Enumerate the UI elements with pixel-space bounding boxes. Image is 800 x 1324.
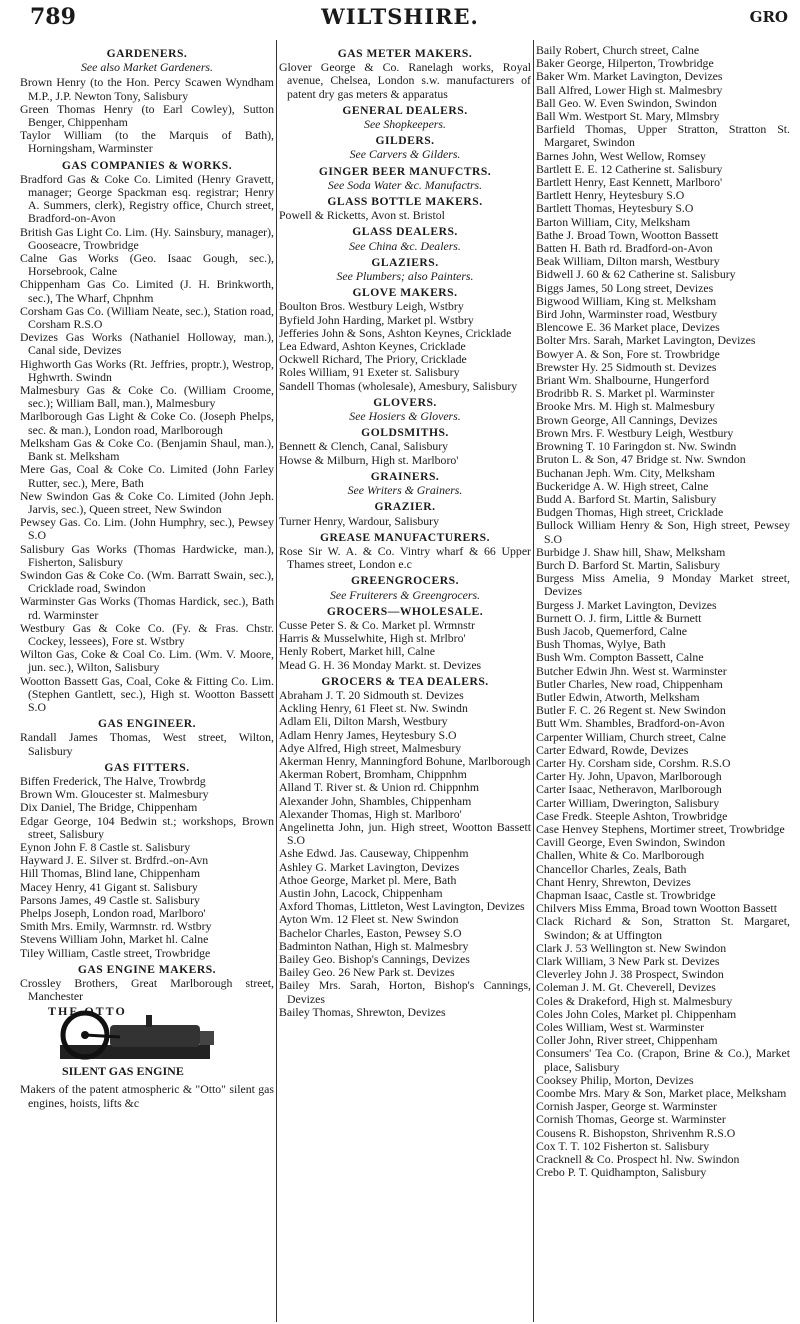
directory-entry: Baily Robert, Church street, Calne — [536, 44, 700, 57]
section-heading: GRAZIER. — [374, 500, 436, 514]
directory-entry: Batten H. Bath rd. Bradford-on-Avon — [536, 241, 713, 256]
directory-entry: Chancellor Charles, Zeals, Bath — [536, 861, 687, 876]
directory-entry: Burch D. Barford St. Martin, Salisbury — [536, 557, 721, 572]
directory-entry: Badminton Nathan, High st. Malmesbry — [279, 938, 469, 953]
directory-entry: Bartlett Thomas, Heytesbury S.O — [536, 201, 694, 216]
directory-entry: Butler F. C. 26 Regent st. New Swindon — [536, 703, 726, 718]
directory-entry: Bush Wm. Compton Bassett, Calne — [536, 650, 704, 665]
directory-entry: Swindon Gas & Coke Co. (Wm. Barratt Swain, sec.), Cricklade road, Swindon — [20, 567, 274, 596]
directory-entry: Hill Thomas, Blind lane, Chippenham — [20, 866, 200, 881]
directory-entry: Butcher Edwin Jhn. West st. Warminster — [536, 663, 727, 678]
cross-reference: See Soda Water &c. Manufactrs. — [327, 177, 483, 192]
directory-entry: Austin John, Lacock, Chippenham — [279, 885, 443, 900]
directory-entry: Barfield Thomas, Upper Stratton, Stratton St. Margaret, Swindon — [536, 122, 790, 150]
directory-entry: Clack Richard & Son, Stratton St. Margaret, Swindon; & at Uffington — [536, 914, 790, 942]
directory-entry: Bolter Mrs. Sarah, Market Lavington, Devizes — [536, 333, 756, 348]
directory-entry: Mere Gas, Coal & Coke Co. Limited (John Farley Rutter, sec.), Mere, Bath — [20, 462, 274, 490]
section-heading: GREASE MANUFACTURERS. — [319, 530, 491, 544]
cross-reference: See Hosiers & Glovers. — [349, 409, 461, 424]
directory-entry: Baker Wm. Market Lavington, Devizes — [536, 69, 723, 84]
directory-entry: Bullock William Henry & Son, High street, Pewsey S.O — [536, 518, 790, 546]
directory-entry: Jefferies John & Sons, Ashton Keynes, Cricklade — [279, 325, 512, 340]
directory-entry: Coleman J. M. Gt. Cheverell, Devizes — [536, 980, 716, 995]
directory-entry: Crossley Brothers, Great Marlborough street, Manchester — [20, 976, 274, 1004]
section-heading: GLOVERS. — [373, 395, 437, 409]
directory-entry: Cousens R. Bishopston, Shrivenhm R.S.O — [536, 1125, 736, 1140]
directory-entry: Coombe Mrs. Mary & Son, Market place, Melksham — [536, 1086, 787, 1101]
directory-entry: Stevens William John, Market hl. Calne — [20, 932, 209, 947]
directory-entry: Beak William, Dilton marsh, Westbury — [536, 254, 720, 269]
directory-entry: Akerman Henry, Manningford Bohune, Marlborough — [279, 753, 531, 768]
directory-entry: Wootton Bassett Gas, Coal, Coke & Fitting Co. Lim. (Stephen Gantlett, sec.), High st. Wootton Bassett S.O — [20, 673, 274, 714]
directory-entry: Chant Henry, Shrewton, Devizes — [536, 874, 691, 889]
section-heading: GREENGROCERS. — [351, 574, 459, 588]
column-rule — [276, 40, 277, 1322]
directory-entry: Clark William, 3 New Park st. Devizes — [536, 954, 720, 969]
directory-entry: Brown George, All Cannings, Devizes — [536, 412, 718, 427]
directory-entry: Edgar George, 104 Bedwin st.; workshops, Brown street, Salisbury — [20, 813, 274, 841]
directory-entry: Carter Hy. Corsham side, Corshm. R.S.O — [536, 755, 731, 770]
directory-entry: Bidwell J. 60 & 62 Catherine st. Salisbury — [536, 267, 736, 282]
cross-reference: See Writers & Grainers. — [347, 483, 463, 498]
directory-entry: Roles William, 91 Exeter st. Salisbury — [279, 365, 460, 380]
section-heading: GLOVE MAKERS. — [352, 286, 458, 300]
directory-entry: Cusse Peter S. & Co. Market pl. Wrmnstr — [279, 617, 475, 632]
directory-entry: Brooke Mrs. M. High st. Malmesbury — [536, 399, 715, 414]
directory-entry: Salisbury Gas Works (Thomas Hardwicke, man.), Fisherton, Salisbury — [20, 541, 274, 569]
section-heading: GROCERS—WHOLESALE. — [326, 604, 484, 618]
directory-entry: Alexander John, Shambles, Chippenham — [279, 793, 472, 808]
otto-engine-illustration — [20, 1005, 274, 1081]
directory-entry: Macey Henry, 41 Gigant st. Salisbury — [20, 879, 198, 894]
section-heading: GAS FITTERS. — [104, 760, 190, 774]
directory-entry: Dix Daniel, The Bridge, Chippenham — [20, 800, 198, 815]
directory-entry: New Swindon Gas & Coke Co. Limited (John Jeph. Jarvis, sec.), Queen street, New Swindon — [20, 488, 274, 516]
directory-entry: Glover George & Co. Ranelagh works, Royal avenue, Chelsea, London s.w. manufacturers of patent dry gas meters & apparatus — [279, 60, 531, 101]
directory-entry: Carpenter William, Church street, Calne — [536, 729, 726, 744]
directory-entry: Ball Geo. W. Even Swindon, Swindon — [536, 95, 717, 110]
directory-entry: Westbury Gas & Coke Co. (Fy. & Fras. Chstr. Cockey, lessees), Fore st. Wstbry — [20, 620, 274, 648]
page-title: WILTSHIRE. — [321, 4, 479, 29]
directory-entry: Bush Jacob, Quemerford, Calne — [536, 623, 688, 638]
directory-entry: Abraham J. T. 20 Sidmouth st. Devizes — [279, 687, 464, 702]
cross-reference: See Plumbers; also Painters. — [336, 269, 474, 284]
section-heading: GRAINERS. — [370, 469, 440, 483]
directory-entry: Ashe Edwd. Jas. Causeway, Chippenhm — [279, 846, 469, 861]
section-heading: GOLDSMITHS. — [361, 426, 449, 440]
section-heading: GINGER BEER MANUFCTRS. — [318, 164, 492, 178]
directory-entry: Bigwood William, King st. Melksham — [536, 293, 717, 308]
directory-entry: Alexander Thomas, High st. Marlboro' — [279, 806, 462, 821]
directory-entry: Coller John, River street, Chippenham — [536, 1033, 718, 1048]
directory-entry: Phelps Joseph, London road, Marlboro' — [20, 906, 206, 920]
directory-entry: Carter William, Dwerington, Salisbury — [536, 795, 720, 810]
section-heading: GAS ENGINE MAKERS. — [77, 962, 217, 976]
directory-entry: Carter Edward, Rowde, Devizes — [536, 742, 689, 757]
directory-entry: Bathe J. Broad Town, Wootton Bassett — [536, 227, 719, 242]
cross-reference: See Carvers & Gilders. — [349, 147, 461, 162]
directory-entry: Adlam Henry James, Heytesbury S.O — [279, 727, 457, 742]
gas-engine-icon — [50, 1005, 230, 1067]
directory-entry: Ball Wm. Westport St. Mary, Mlmsbry — [536, 109, 720, 124]
directory-entry: Burgess J. Market Lavington, Devizes — [536, 597, 717, 612]
directory-entry: Ockwell Richard, The Priory, Cricklade — [279, 352, 467, 367]
directory-entry: Athoe George, Market pl. Mere, Bath — [279, 872, 457, 887]
directory-entry: Budd A. Barford St. Martin, Salisbury — [536, 491, 717, 506]
directory-entry: Rose Sir W. A. & Co. Vintry wharf & 66 Upper Thames street, London e.c — [279, 543, 531, 572]
directory-entry: Carter Hy. John, Upavon, Marlborough — [536, 769, 722, 784]
directory-entry: Butler Edwin, Atworth, Melksham — [536, 689, 700, 704]
section-heading: GLASS DEALERS. — [352, 225, 458, 239]
directory-entry: Tiley William, Castle street, Trowbridge — [20, 945, 211, 960]
directory-entry: Smith Mrs. Emily, Warmnstr. rd. Wstbry — [20, 919, 212, 934]
directory-entry: Buckeridge A. W. High street, Calne — [536, 478, 709, 493]
directory-entry: Warminster Gas Works (Thomas Hardick, sec.), Bath rd. Warminster — [20, 594, 274, 622]
directory-entry: Brewster Hy. 25 Sidmouth st. Devizes — [536, 359, 717, 374]
directory-entry: Bowyer A. & Son, Fore st. Trowbridge — [536, 346, 720, 361]
directory-entry: Devizes Gas Works (Nathaniel Holloway, man.), Canal side, Devizes — [20, 330, 274, 358]
directory-entry: Marlborough Gas Light & Coke Co. (Joseph Phelps, sec. & man.), London road, Marlborough — [20, 409, 274, 437]
directory-entry: Parsons James, 49 Castle st. Salisbury — [20, 892, 200, 907]
directory-entry: Cooksey Philip, Morton, Devizes — [536, 1072, 694, 1087]
page-number: 789 — [30, 4, 76, 30]
directory-entry: Akerman Robert, Bromham, Chippnhm — [279, 767, 467, 782]
directory-entry: Melksham Gas & Coke Co. (Benjamin Shaul, man.), Bank st. Melksham — [20, 435, 274, 464]
directory-entry: Eynon John F. 8 Castle st. Salisbury — [20, 839, 191, 854]
section-heading: GAS COMPANIES & WORKS. — [61, 158, 233, 172]
section-heading: GENERAL DEALERS. — [342, 103, 468, 117]
directory-entry: Chippenham Gas Co. Limited (J. H. Brinkworth, sec.), The Wharf, Chpnhm — [20, 277, 274, 305]
directory-entry: Biggs James, 50 Long street, Devizes — [536, 280, 714, 295]
directory-entry: Chapman Isaac, Castle st. Trowbridge — [536, 888, 716, 902]
directory-entry: Calne Gas Works (Geo. Isaac Gough, sec.), Horsebrook, Calne — [20, 251, 274, 279]
directory-entry: Barnes John, West Wellow, Romsey — [536, 148, 706, 163]
directory-entry: Coles William, West st. Warminster — [536, 1020, 705, 1035]
directory-entry: Case Fredk. Steeple Ashton, Trowbridge — [536, 808, 728, 823]
directory-entry: Bailey Mrs. Sarah, Horton, Bishop's Cannings, Devizes — [279, 978, 531, 1006]
directory-entry: Burbidge J. Shaw hill, Shaw, Melksham — [536, 544, 726, 559]
directory-entry: Wilton Gas, Coke & Coal Co. Lim. (Wm. V. Moore, jun. sec.), Wilton, Salisbury — [20, 647, 274, 675]
section-heading: GAS ENGINEER. — [98, 717, 196, 731]
directory-entry: Bruton L. & Son, 47 Bridge st. Nw. Swndon — [536, 452, 746, 467]
directory-entry: Green Thomas Henry (to Earl Cowley), Sutton Benger, Chippenham — [20, 101, 274, 130]
page-header — [0, 0, 800, 30]
directory-entry: Malmesbury Gas & Coke Co. (William Croome, sec.); William Ball, man.), Malmesbury — [20, 383, 274, 411]
directory-entry: Taylor William (to the Marquis of Bath), Horningsham, Warminster — [20, 128, 274, 156]
directory-entry: Turner Henry, Wardour, Salisbury — [279, 513, 440, 528]
directory-entry: Consumers' Tea Co. (Crapon, Brine & Co.), Market place, Salisbury — [536, 1046, 790, 1074]
section-heading: GILDERS. — [375, 134, 435, 148]
directory-entry: Axford Thomas, Littleton, West Lavington, Devizes — [279, 899, 525, 914]
directory-entry: Bush Thomas, Wylye, Bath — [536, 637, 666, 652]
section-heading: GLASS BOTTLE MAKERS. — [327, 195, 483, 209]
directory-entry: Bartlett E. E. 12 Catherine st. Salisbury — [536, 161, 723, 176]
directory-entry: Cornish Thomas, George st. Warminster — [536, 1112, 726, 1127]
directory-entry: Cleverley John J. 38 Prospect, Swindon — [536, 967, 724, 982]
directory-entry: British Gas Light Co. Lim. (Hy. Sainsbury, manager), Gooseacre, Trowbridge — [20, 224, 274, 252]
column-3 — [536, 44, 790, 1179]
directory-entry: Adlam Eli, Dilton Marsh, Westbury — [279, 714, 448, 729]
directory-entry: Butt Wm. Shambles, Bradford-on-Avon — [536, 716, 725, 731]
directory-entry: Case Henvey Stephens, Mortimer street, Trowbridge — [536, 821, 785, 836]
directory-entry: Browning T. 10 Faringdon st. Nw. Swindn — [536, 439, 737, 454]
directory-entry: Makers of the patent atmospheric & "Otto" silent gas engines, hoists, lifts &c — [20, 1082, 274, 1110]
directory-entry: Crebo P. T. Quidhampton, Salisbury — [536, 1165, 707, 1180]
cross-reference: See China &c. Dealers. — [349, 238, 461, 253]
section-heading: GLAZIERS. — [371, 255, 439, 269]
directory-entry: Mead G. H. 36 Monday Markt. st. Devizes — [279, 657, 482, 672]
directory-entry: Bartlett Henry, Heytesbury S.O — [536, 188, 685, 203]
directory-entry: Ashley G. Market Lavington, Devizes — [279, 859, 460, 874]
directory-entry: Challen, White & Co. Marlborough — [536, 848, 705, 863]
directory-entry: Corsham Gas Co. (William Neate, sec.), Station road, Corsham R.S.O — [20, 303, 274, 332]
directory-entry: Hayward J. E. Silver st. Brdfrd.-on-Avn — [20, 853, 209, 868]
directory-entry: Bailey Thomas, Shrewton, Devizes — [279, 1004, 446, 1019]
directory-entry: Cavill George, Even Swindon, Swindon — [536, 835, 726, 850]
directory-entry: Coles John Coles, Market pl. Chippenham — [536, 1006, 737, 1021]
cross-reference: See Fruiterers & Greengrocers. — [329, 587, 481, 602]
directory-entry: Cox T. T. 102 Fisherton st. Salisbury — [536, 1138, 710, 1153]
directory-entry: Cracknell & Co. Prospect hl. Nw. Swindon — [536, 1152, 740, 1167]
directory-entry: Brodribb R. S. Market pl. Warminster — [536, 386, 715, 401]
directory-entry: Bailey Geo. 26 New Park st. Devizes — [279, 965, 455, 980]
section-heading: GARDENERS. — [106, 47, 188, 60]
directory-entry: Ayton Wm. 12 Fleet st. New Swindon — [279, 912, 459, 927]
directory-entry: Bennett & Clench, Canal, Salisbury — [279, 439, 449, 454]
section-heading: GROCERS & TEA DEALERS. — [321, 674, 489, 688]
directory-entry: Coles & Drakeford, High st. Malmesbury — [536, 993, 733, 1008]
directory-entry: Angelinetta John, jun. High street, Wootton Bassett S.O — [279, 819, 531, 848]
directory-entry: Bachelor Charles, Easton, Pewsey S.O — [279, 925, 462, 940]
directory-entry: Ackling Henry, 61 Fleet st. Nw. Swindn — [279, 701, 468, 716]
directory-entry: Bartlett Henry, East Kennett, Marlboro' — [536, 175, 723, 190]
directory-entry: Blencowe E. 36 Market place, Devizes — [536, 320, 720, 335]
directory-entry: Brown Mrs. F. Westbury Leigh, Westbury — [536, 425, 734, 440]
directory-entry: Barton William, City, Melksham — [536, 214, 691, 229]
directory-entry: Carter Isaac, Netheravon, Marlborough — [536, 782, 722, 797]
directory-entry: Brown Henry (to the Hon. Percy Scawen Wyndham M.P., J.P. Newton Tony, Salisbury — [20, 75, 274, 103]
directory-entry: Bird John, Warminster road, Westbury — [536, 307, 718, 322]
directory-entry: Boulton Bros. Westbury Leigh, Wstbry — [279, 299, 464, 314]
directory-entry: Sandell Thomas (wholesale), Amesbury, Salisbury — [279, 378, 518, 393]
directory-entry: Briant Wm. Shalbourne, Hungerford — [536, 373, 710, 388]
directory-entry: Butler Charles, New road, Chippenham — [536, 676, 723, 691]
directory-entry: Powell & Ricketts, Avon st. Bristol — [279, 208, 445, 223]
column-1 — [20, 44, 274, 1110]
cross-reference: See also Market Gardeners. — [81, 60, 213, 75]
directory-entry: Adye Alfred, High street, Malmesbury — [279, 740, 462, 755]
directory-entry: Burgess Miss Amelia, 9 Monday Market street, Devizes — [536, 571, 790, 599]
directory-entry: Clark J. 53 Wellington st. New Swindon — [536, 940, 727, 955]
directory-entry: Henly Robert, Market hill, Calne — [279, 644, 435, 659]
running-abbr: GRO — [749, 8, 788, 26]
directory-entry: Biffen Frederick, The Halve, Trowbrdg — [20, 773, 206, 788]
directory-entry: Chilvers Miss Emma, Broad town Wootton Bassett — [536, 901, 777, 916]
directory-entry: Budgen Thomas, High street, Cricklade — [536, 505, 724, 520]
cross-reference: See Shopkeepers. — [364, 117, 446, 132]
section-heading: GAS METER MAKERS. — [337, 47, 473, 60]
engine-brand: THE OTTO — [48, 1004, 127, 1019]
column-rule — [533, 40, 534, 1322]
directory-entry: Buchanan Jeph. Wm. City, Melksham — [536, 465, 715, 480]
directory-entry: Burnett O. J. firm, Little & Burnett — [536, 610, 702, 625]
directory-entry: Byfield John Harding, Market pl. Wstbry — [279, 312, 474, 327]
directory-entry: Howse & Milburn, High st. Marlboro' — [279, 452, 459, 467]
directory-entry: Alland T. River st. & Union rd. Chippnhm — [279, 780, 480, 795]
directory-entry: Randall James Thomas, West street, Wilton, Salisbury — [20, 730, 274, 758]
directory-entry: Bailey Geo. Bishop's Cannings, Devizes — [279, 952, 470, 966]
directory-entry: Cornish Jasper, George st. Warminster — [536, 1099, 717, 1114]
directory-entry: Lea Edward, Ashton Keynes, Cricklade — [279, 339, 466, 354]
engine-caption: SILENT GAS ENGINE — [62, 1064, 184, 1079]
column-2 — [279, 44, 531, 1019]
directory-entry: Bradford Gas & Coke Co. Limited (Henry Gravett, manager; George Spackman esq. registrar; Henry A. Summers, clerk), Registry office, Church street, Bradford-on-Avon — [20, 171, 274, 226]
directory-entry: Highworth Gas Works (Rt. Jeffries, proptr.), Westrop, Hghwrth. Swindn — [20, 356, 274, 384]
directory-entry: Harris & Musselwhite, High st. Mrlbro' — [279, 631, 466, 646]
directory-entry: Pewsey Gas. Co. Lim. (John Humphry, sec.), Pewsey S.O — [20, 515, 274, 543]
directory-entry: Ball Alfred, Lower High st. Malmesbry — [536, 82, 723, 97]
directory-entry: Brown Wm. Gloucester st. Malmesbury — [20, 787, 209, 802]
directory-entry: Baker George, Hilperton, Trowbridge — [536, 56, 714, 71]
